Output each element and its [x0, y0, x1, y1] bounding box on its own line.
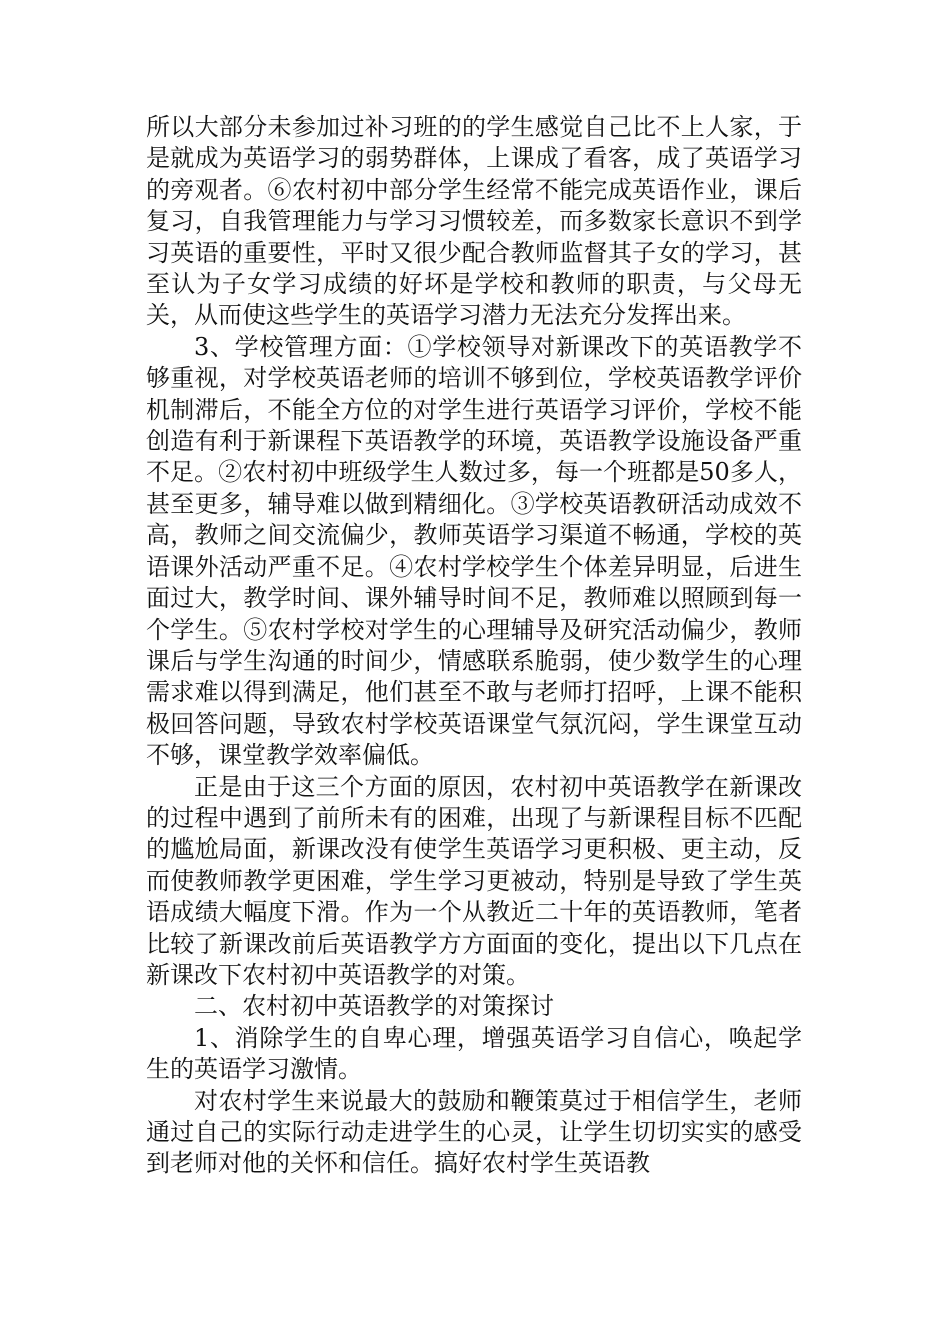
- subheading-eliminate-inferiority: 1、消除学生的自卑心理，增强英语学习自信心，唤起学生的英语学习激情。: [146, 1023, 802, 1084]
- document-page: [146, 112, 802, 1180]
- paragraph-school-management: 3、学校管理方面：①学校领导对新课改下的英语教学不够重视，对学校英语老师的培训不够到位，学校英语教学评价机制滞后，不能全方位的对学生进行英语学习评价，学校不能创造有利于新课程下英语教学的环境，英语教学设施设备严重不足。②农村初中班级学生人数过多，每一个班都是50多人，甚至更多，辅导难以做到精细化。③学校英语教研活动成效不高，教师之间交流偏少，教师英语学习渠道不畅通，学校的英语课外活动严重不足。④农村学校学生个体差异明显，后进生面过大，教学时间、课外辅导时间不足，教师难以照顾到每一个学生。⑤农村学校对学生的心理辅导及研究活动偏少，教师课后与学生沟通的时间少，情感联系脆弱，使少数学生的心理需求难以得到满足，他们甚至不敢与老师打招呼，上课不能积极回答问题，导致农村学校英语课堂气氛沉闷，学生课堂互动不够，课堂教学效率偏低。: [146, 332, 802, 770]
- paragraph-summary: 正是由于这三个方面的原因，农村初中英语教学在新课改的过程中遇到了前所未有的困难，出现了与新课程目标不匹配的尴尬局面，新课改没有使学生英语学习更积极、更主动，反而使教师教学更困难，学生学习更被动，特别是导致了学生英语成绩大幅度下滑。作为一个从教近二十年的英语教师，笔者比较了新课改前后英语教学方方面面的变化，提出以下几点在新课改下农村初中英语教学的对策。: [146, 772, 802, 989]
- paragraph-trust-students: 对农村学生来说最大的鼓励和鞭策莫过于相信学生，老师通过自己的实际行动走进学生的心灵，让学生切切实实的感受到老师对他的关怀和信任。搞好农村学生英语教: [146, 1086, 802, 1178]
- section-heading-strategies: 二、农村初中英语教学的对策探讨: [194, 992, 554, 1021]
- paragraph-continuation: 所以大部分未参加过补习班的的学生感觉自己比不上人家，于是就成为英语学习的弱势群体，上课成了看客，成了英语学习的旁观者。⑥农村初中部分学生经常不能完成英语作业，课后复习，自我管理能力与学习习惯较差，而多数家长意识不到学习英语的重要性，平时又很少配合教师监督其子女的学习，甚至认为子女学习成绩的好坏是学校和教师的职责，与父母无关，从而使这些学生的英语学习潜力无法充分发挥出来。: [146, 113, 802, 330]
